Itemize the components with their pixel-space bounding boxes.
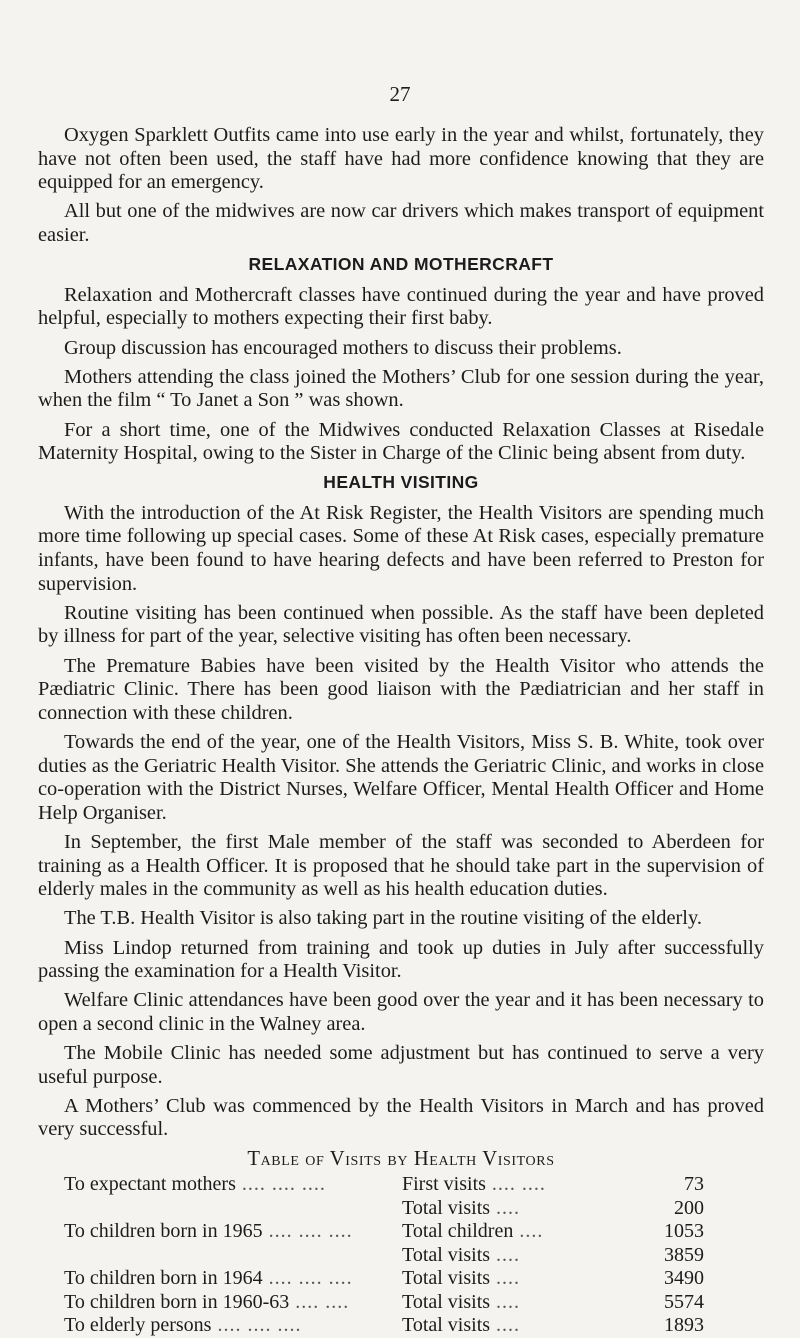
visit-group-label: To expectant mothers <box>64 1173 236 1196</box>
document-body <box>38 124 764 1338</box>
table-row <box>64 1173 704 1197</box>
visit-group-cell <box>64 1244 402 1268</box>
paragraph: For a short time, one of the Midwives conducted Relaxation Classes at Risedale Maternity Hospital, owing to the Sister in Charge of the Clinic being absent from duty. <box>38 418 764 465</box>
dot-leader: .... .... .... <box>262 1220 353 1243</box>
paragraph: Miss Lindop returned from training and took up duties in July after successfully passing the examination for a Health Visitor. <box>38 936 764 983</box>
visit-group-label: To children born in 1960-63 <box>64 1290 290 1313</box>
visit-group-label: To children born in 1964 <box>64 1267 263 1290</box>
paragraph: With the introduction of the At Risk Register, the Health Visitors are spending much more time following up special cases. Some of these At Risk cases, especially premature infants, have been found to have hearing defects and have been referred to Preston for supervision. <box>38 501 764 595</box>
table-row <box>64 1314 704 1338</box>
visit-measure-cell <box>402 1173 632 1197</box>
paragraph: In September, the first Male member of the staff was seconded to Aberdeen for training as a Health Officer. It is proposed that he should take part in the supervision of elderly males in the community as well as his health education duties. <box>38 830 764 901</box>
visit-measure-label: Total visits <box>402 1314 491 1337</box>
dot-leader: .... <box>490 1314 521 1337</box>
visit-measure-label: Total visits <box>402 1290 491 1313</box>
visit-group-cell <box>64 1267 402 1291</box>
visit-group-cell <box>64 1197 402 1221</box>
visit-group-cell <box>64 1173 402 1197</box>
visit-group-label: To children born in 1965 <box>64 1220 263 1243</box>
visit-count: 1053 <box>664 1220 704 1243</box>
dot-leader: .... <box>490 1290 521 1313</box>
section-heading-health-visiting: HEALTH VISITING <box>323 472 479 493</box>
visit-measure-cell <box>402 1291 632 1315</box>
visit-group-cell <box>64 1291 402 1315</box>
paragraph: Routine visiting has been continued when possible. As the staff have been depleted by illness for part of the year, selective visiting has often been necessary. <box>38 601 764 648</box>
dot-leader: .... .... <box>289 1290 350 1313</box>
table-title: Table of Visits by Health Visitors <box>247 1147 555 1170</box>
dot-leader: .... .... .... <box>235 1173 326 1196</box>
dot-leader: .... .... <box>485 1173 546 1196</box>
dot-leader: .... <box>490 1243 521 1266</box>
table-row <box>64 1220 704 1244</box>
visit-count: 200 <box>674 1196 704 1219</box>
dot-leader: .... .... .... <box>211 1314 302 1337</box>
visit-measure-cell <box>402 1244 632 1268</box>
table-row <box>64 1197 704 1221</box>
visit-measure-cell <box>402 1314 632 1338</box>
visit-measure-cell <box>402 1267 632 1291</box>
visit-measure-label: First visits <box>402 1173 486 1196</box>
paragraph: Welfare Clinic attendances have been good over the year and it has been necessary to open a second clinic in the Walney area. <box>38 989 764 1035</box>
visit-measure-label: Total visits <box>402 1196 491 1219</box>
paragraph: All but one of the midwives are now car drivers which makes transport of equipment easier. <box>38 200 764 246</box>
table-row <box>64 1244 704 1268</box>
visit-group-cell <box>64 1220 402 1244</box>
paragraph: Relaxation and Mothercraft classes have continued during the year and have proved helpful, especially to mothers expecting their first baby. <box>38 283 764 330</box>
dot-leader: .... <box>513 1220 544 1243</box>
visit-measure-cell <box>402 1197 632 1221</box>
visit-measure-label: Total children <box>402 1220 514 1243</box>
visit-measure-label: Total visits <box>402 1243 491 1266</box>
dot-leader: .... .... .... <box>262 1267 353 1290</box>
paragraph: The T.B. Health Visitor is also taking part in the routine visiting of the elderly. <box>64 907 702 930</box>
table-row <box>64 1291 704 1315</box>
paragraph: Group discussion has encouraged mothers to discuss their problems. <box>64 336 622 359</box>
visit-count: 3859 <box>664 1243 704 1266</box>
visit-count: 5574 <box>664 1290 704 1313</box>
visit-count: 1893 <box>664 1314 704 1337</box>
paragraph: A Mothers’ Club was commenced by the Health Visitors in March and has proved very successful. <box>38 1094 764 1141</box>
paragraph: Oxygen Sparklett Outfits came into use early in the year and whilst, fortunately, they have not often been used, the staff have had more confidence knowing that they are equipped for an emergency. <box>38 124 764 194</box>
paragraph: The Premature Babies have been visited by the Health Visitor who attends the Pædiatric Clinic. There has been good liaison with the Pædiatrician and her staff in connection with these children. <box>38 654 764 724</box>
page-number: 27 <box>389 82 411 106</box>
visits-table <box>64 1173 704 1338</box>
visit-group-label: To elderly persons <box>64 1314 212 1337</box>
dot-leader: .... <box>490 1267 521 1290</box>
visit-count: 3490 <box>664 1267 704 1290</box>
paragraph: The Mobile Clinic has needed some adjustment but has continued to serve a very useful purpose. <box>38 1042 764 1088</box>
section-heading-relaxation: RELAXATION AND MOTHERCRAFT <box>248 254 554 275</box>
visit-measure-cell <box>402 1220 632 1244</box>
visit-count: 73 <box>684 1173 704 1196</box>
dot-leader: .... <box>490 1196 521 1219</box>
visit-measure-label: Total visits <box>402 1267 491 1290</box>
paragraph: Towards the end of the year, one of the Health Visitors, Miss S. B. White, took over duties as the Geriatric Health Visitor. She attends the Geriatric Clinic, and works in close co-operation with the District Nurses, Welfare Officer, Mental Health Officer and Home Help Organiser. <box>38 731 764 824</box>
paragraph: Mothers attending the class joined the Mothers’ Club for one session during the year, when the film “ To Janet a Son ” was shown. <box>38 365 764 412</box>
table-row <box>64 1267 704 1291</box>
visit-group-cell <box>64 1314 402 1338</box>
